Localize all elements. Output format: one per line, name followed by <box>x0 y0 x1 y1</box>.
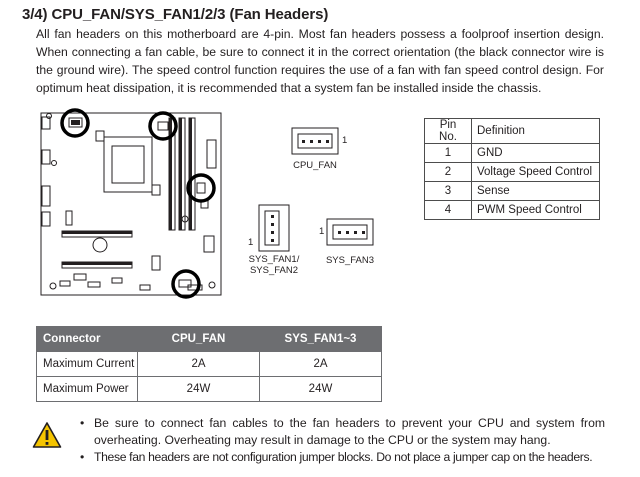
sys-fan-header-icon <box>158 122 168 130</box>
cpu-fan-value: 2A <box>138 352 260 377</box>
sys-fan-header-icon <box>179 280 191 287</box>
battery <box>93 238 107 252</box>
pin-number: 3 <box>425 182 472 201</box>
sata-ports <box>204 236 214 252</box>
row-label: Maximum Power <box>37 377 138 402</box>
table-row <box>425 182 600 201</box>
warning-notes <box>78 415 605 466</box>
sys-fan12-label-line2: SYS_FAN2 <box>249 265 299 276</box>
table-row <box>37 352 382 377</box>
sys-fan-header-icon <box>197 183 205 193</box>
definition-header: Definition <box>472 119 600 144</box>
table-header-row <box>425 119 600 144</box>
sys-fan3-pin1-marker: 1 <box>319 226 325 237</box>
cpu-fan-pin1-marker: 1 <box>342 135 348 146</box>
sys-fan-value: 2A <box>260 352 382 377</box>
cpu-fan-value: 24W <box>138 377 260 402</box>
pin-number: 4 <box>425 201 472 220</box>
intro-paragraph: All fan headers on this motherboard are 4-pin. Most fan headers possess a foolproof insertion design. When connecting a fan cable, be sure to connect it in the correct orientation (the black connector wire is the ground wire). The speed control function requires the use of a fan with fan speed control design. For optimum heat dissipation, it is recommended that a system fan be installed inside the chassis. <box>36 27 604 95</box>
section-title: 3/4) CPU_FAN/SYS_FAN1/2/3 (Fan Headers) <box>22 6 329 23</box>
atx-power <box>207 140 216 168</box>
warning-triangle-icon <box>32 421 62 449</box>
table-header-row <box>37 327 382 352</box>
pin-no-header: Pin No. <box>425 119 472 144</box>
connector-header: Connector <box>37 327 138 352</box>
cpu-fan-connector <box>292 128 338 154</box>
sys-fan-header: SYS_FAN1~3 <box>260 327 382 352</box>
table-row <box>425 201 600 220</box>
pin-definition: Sense <box>472 182 600 201</box>
sys-fan12-label <box>248 254 300 276</box>
sys-fan-highlight <box>173 271 199 297</box>
sys-fan3-connector <box>327 219 373 245</box>
sys-fan12-connector <box>259 205 289 251</box>
cpu-socket <box>104 137 152 192</box>
pin-definition: PWM Speed Control <box>472 201 600 220</box>
row-label: Maximum Current <box>37 352 138 377</box>
pin-definition-table <box>424 118 600 220</box>
sys-fan-highlight <box>150 113 176 139</box>
pin-number: 1 <box>425 144 472 163</box>
list-item: • Be sure to connect fan cables to the fan headers to prevent your CPU and system from overheating. Overheating may result in damage to the CPU or the system may hang. <box>78 415 605 449</box>
chipset <box>152 256 160 270</box>
cpu-fan-header: CPU_FAN <box>138 327 260 352</box>
table-row <box>37 377 382 402</box>
fan-spec-table <box>36 326 382 402</box>
sys-fan12-pin1-marker: 1 <box>248 237 254 248</box>
pin-definition: Voltage Speed Control <box>472 163 600 182</box>
sys-fan3-label: SYS_FAN3 <box>325 255 375 266</box>
sys-fan-value: 24W <box>260 377 382 402</box>
table-row <box>425 163 600 182</box>
pin-definition: GND <box>472 144 600 163</box>
list-item: • These fan headers are not configuration jumper blocks. Do not place a jumper cap on the headers. <box>78 449 605 466</box>
cpu-fan-label: CPU_FAN <box>293 160 337 171</box>
pin-number: 2 <box>425 163 472 182</box>
table-row <box>425 144 600 163</box>
sys-fan12-label-line1: SYS_FAN1/ <box>248 254 300 265</box>
